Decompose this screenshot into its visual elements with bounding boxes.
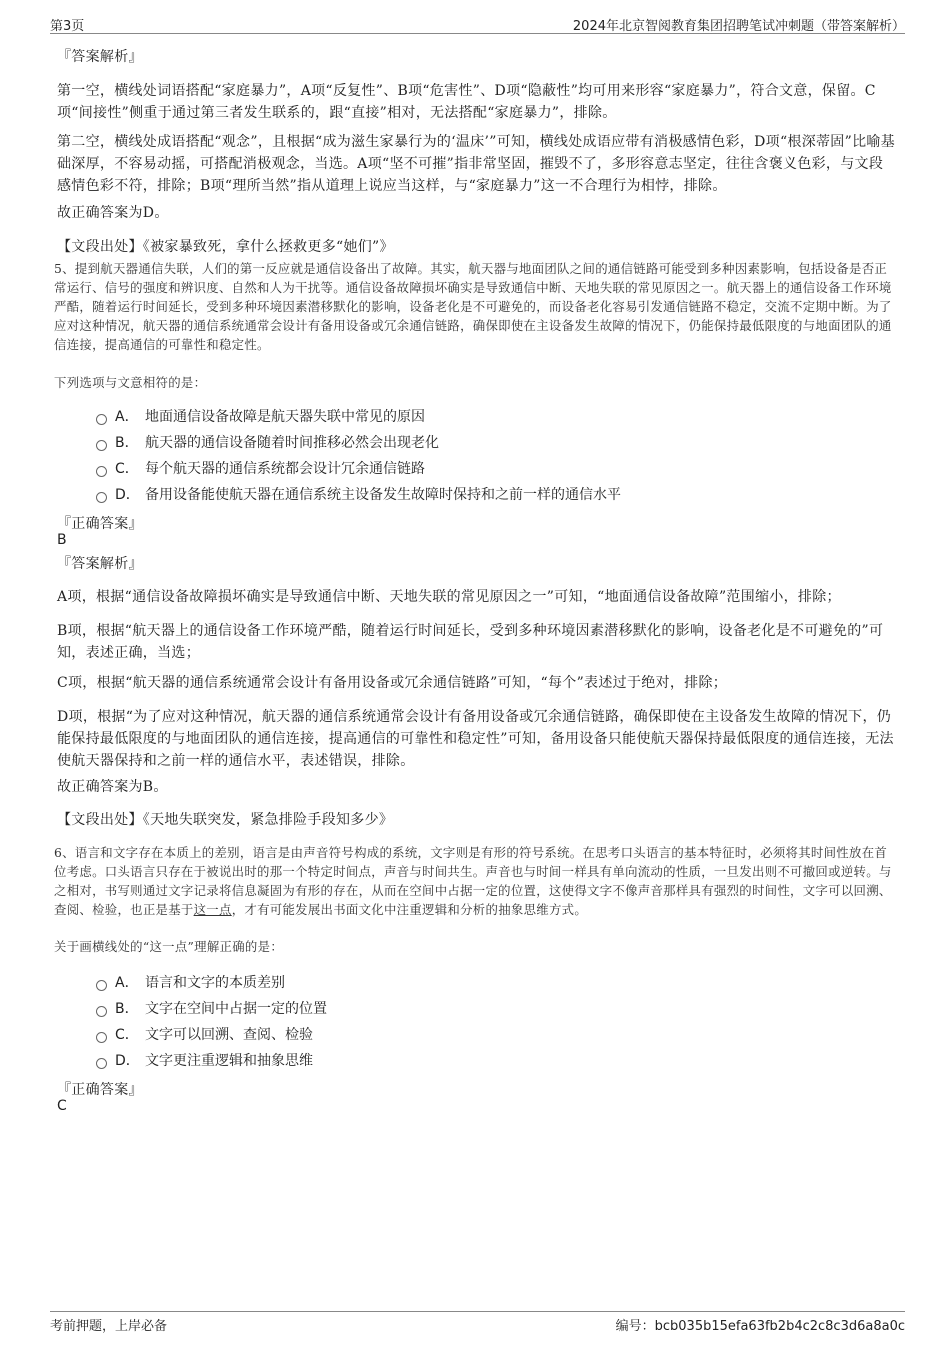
q6-correct-answer: C <box>57 1098 67 1114</box>
q5-option-b[interactable]: B． 航天器的通信设备随着时间推移必然会出现老化 <box>96 433 439 453</box>
q5-analysis-a: A项，根据“通信设备故障损坏确实是导致通信中断、天地失联的常见原因之一”可知，“地面通信设备故障”范围缩小，排除； <box>57 589 841 605</box>
q6-correct-label: 『正确答案』 <box>57 1082 143 1098</box>
q4-conclusion: 故正确答案为D。 <box>57 205 169 221</box>
q6-option-a[interactable]: A． 语言和文字的本质差别 <box>96 973 285 993</box>
q4-analysis-para2: 第二空，横线处成语搭配“观念”，且根据“成为滋生家暴行为的‘温床’”可知，横线处成语应带有消极感情色彩，D项“根深蒂固”比喻基础深厚，不容易动摇，可搭配消极观念，当选。A项“坚不可摧”指非常坚固，摧毁不了，多形容意志坚定，往往含褒义色彩，与文段感情色彩不符，排除；B项“理所当然”指从道理上说应当这样，与“家庭暴力”这一不合理行为相悖，排除。 <box>57 134 895 194</box>
radio-icon[interactable] <box>96 492 107 503</box>
radio-icon[interactable] <box>96 1006 107 1017</box>
document-code: 编号：bcb035b15efa63fb2b4c2c8c3d6a8a0c <box>615 1319 905 1334</box>
radio-icon[interactable] <box>96 1058 107 1069</box>
q6-question: 关于画横线处的“这一点”理解正确的是： <box>54 939 284 954</box>
radio-icon[interactable] <box>96 440 107 451</box>
q5-option-c[interactable]: C． 每个航天器的通信系统都会设计冗余通信链路 <box>96 459 425 479</box>
page-number: 第3页 <box>50 19 85 34</box>
q5-option-a[interactable]: A． 地面通信设备故障是航天器失联中常见的原因 <box>96 407 425 427</box>
page-footer <box>50 1311 905 1332</box>
q5-correct-answer: B <box>57 532 67 548</box>
radio-icon[interactable] <box>96 414 107 425</box>
q5-question: 下列选项与文意相符的是： <box>54 375 207 390</box>
radio-icon[interactable] <box>96 1032 107 1043</box>
underlined-phrase: 这一点 <box>193 902 232 917</box>
q5-conclusion: 故正确答案为B。 <box>57 779 168 795</box>
q5-source: 【文段出处】《天地失联突发，紧急排险手段知多少》 <box>57 812 394 828</box>
q4-analysis-para1: 第一空，横线处词语搭配“家庭暴力”，A项“反复性”、B项“危害性”、D项“隐蔽性”均可用来形容“家庭暴力”，符合文意，保留。C项“间接性”侧重于通过第三者发生联系的，跟“直接”相对，无法搭配“家庭暴力”，排除。 <box>57 83 876 121</box>
q5-analysis-d: D项，根据“为了应对这种情况，航天器的通信系统通常会设计有备用设备或冗余通信链路，确保即使在主设备发生故障的情况下，仍能保持最低限度的与地面团队的通信连接，提高通信的可靠性和稳定性”可知，备用设备只能使航天器保持最低限度的通信连接，无法使航天器保持和之前一样的通信水平，表述错误，排除。 <box>57 709 894 769</box>
q4-analysis-label: 『答案解析』 <box>57 49 143 65</box>
document-title: 2024年北京智阅教育集团招聘笔试冲刺题（带答案解析） <box>572 19 905 34</box>
radio-icon[interactable] <box>96 980 107 991</box>
q4-source: 【文段出处】《被家暴致死，拿什么拯救更多“她们”》 <box>57 239 394 255</box>
radio-icon[interactable] <box>96 466 107 477</box>
q6-option-b[interactable]: B． 文字在空间中占据一定的位置 <box>96 999 327 1019</box>
q5-analysis-label: 『答案解析』 <box>57 556 143 572</box>
q5-analysis-c: C项，根据“航天器的通信系统通常会设计有备用设备或冗余通信链路”可知，“每个”表述过于绝对，排除； <box>57 675 728 691</box>
q5-analysis-b: B项，根据“航天器上的通信设备工作环境严酷，随着运行时间延长，受到多种环境因素潜移默化的影响，设备老化是不可避免的”可知，表述正确，当选； <box>57 623 884 661</box>
q6-passage: 6、语言和文字存在本质上的差别，语言是由声音符号构成的系统，文字则是有形的符号系统。在思考口头语言的基本特征时，必须将其时间性放在首位考虑。口头语言只存在于被说出时的那一个特定时间点，声音与时间共生。声音也与时间一样具有单向流动的性质，一旦发出则不可撤回或逆转。与之相对，书写则通过文字记录将信息凝固为有形的存在，从而在空间中占据一定的位置，这使得文字不像声音那样具有强烈的时间性，文字可以回溯、查阅、检验，也正是基于这一点，才有可能发展出书面文化中注重逻辑和分析的抽象思维方式。 <box>54 845 892 917</box>
q5-correct-label: 『正确答案』 <box>57 516 143 532</box>
q6-option-d[interactable]: D． 文字更注重逻辑和抽象思维 <box>96 1051 313 1071</box>
footer-slogan: 考前押题，上岸必备 <box>50 1319 168 1334</box>
q5-passage: 5、提到航天器通信失联，人们的第一反应就是通信设备出了故障。其实，航天器与地面团队之间的通信链路可能受到多种因素影响，包括设备是否正常运行、信号的强度和辨识度、自然和人为干扰等。通信设备故障损坏确实是导致通信中断、天地失联的常见原因之一。航天器上的通信设备工作环境严酷，随着运行时间延长，受到多种环境因素潜移默化的影响，设备老化是不可避免的，而设备老化容易引发通信链路不稳定，交流不定期中断。为了应对这种情况，航天器的通信系统通常会设计有备用设备或冗余通信链路，确保即使在主设备发生故障的情况下，仍能保持最低限度的与地面团队的通信连接，提高通信的可靠性和稳定性。 <box>54 261 892 352</box>
q6-option-c[interactable]: C． 文字可以回溯、查阅、检验 <box>96 1025 313 1045</box>
page-header <box>50 15 905 34</box>
q5-option-d[interactable]: D． 备用设备能使航天器在通信系统主设备发生故障时保持和之前一样的通信水平 <box>96 485 621 505</box>
